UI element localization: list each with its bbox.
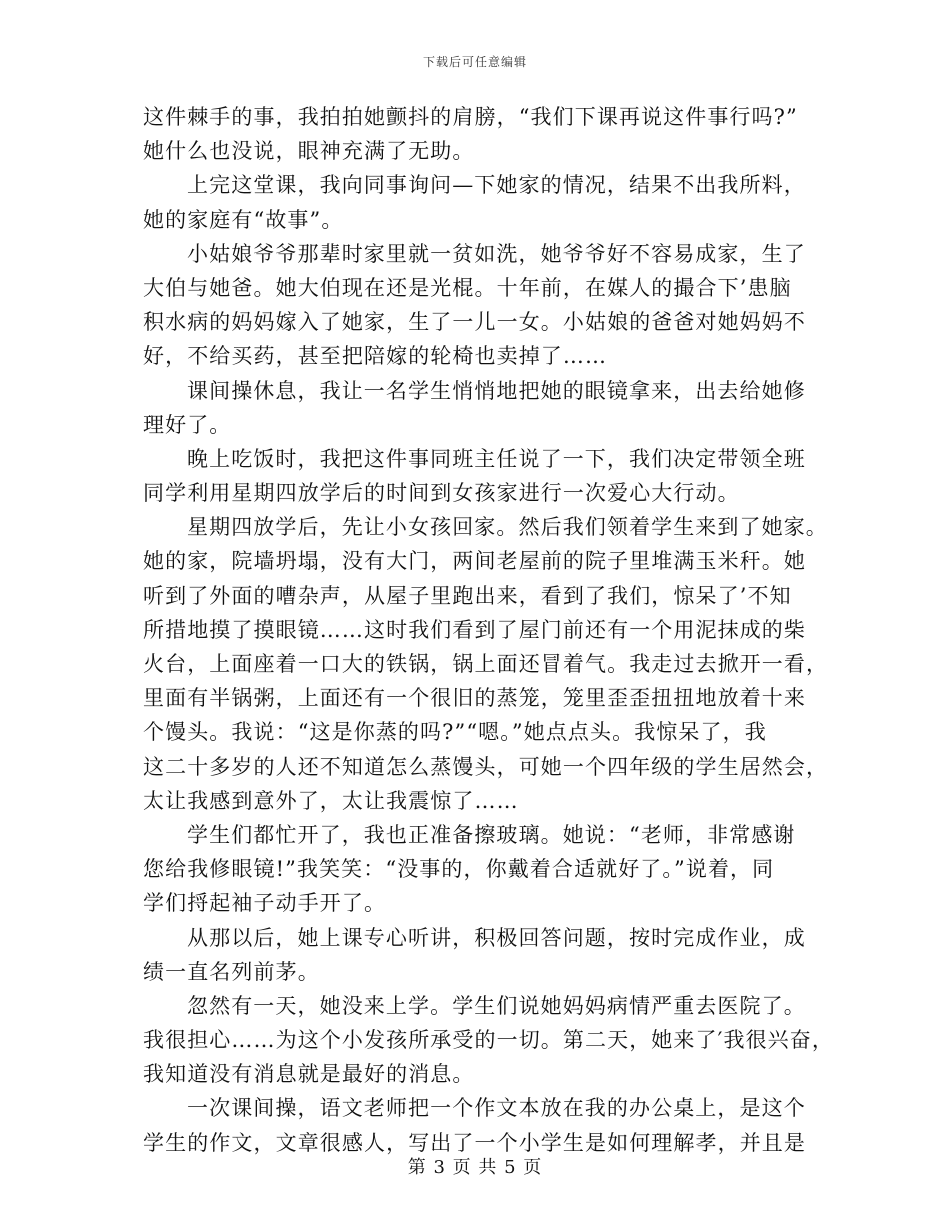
text-line: 从那以后，她上课专心听讲，积极回答问题，按时完成作业，成 <box>187 925 806 950</box>
text-line: 这件棘手的事，我拍拍她颤抖的肩膀，“我们下课再说这件事行吗?” <box>143 105 798 129</box>
text-line: 好，不给买药，甚至把陪嫁的轮椅也卖掉了…… <box>143 344 608 369</box>
text-line: 听到了外面的嘈杂声，从屋子里跑出来，看到了我们，惊呆了’不知 <box>143 583 792 608</box>
text-line: 大伯与她爸。她大伯现在还是光棍。十年前，在媒人的撮合下’患脑 <box>143 275 792 300</box>
text-line: 理好了。 <box>143 412 232 437</box>
text-line: 所措地摸了摸眼镜……这时我们看到了屋门前还有一个用泥抹成的柴 <box>143 617 806 642</box>
text-line: 小姑娘爷爷那辈时家里就一贫如洗，她爷爷好不容易成家，生了 <box>187 241 806 266</box>
text-line: 星期四放学后，先让小女孩回家。然后我们领着学生来到了她家。 <box>187 515 828 540</box>
text-line: 课间操休息，我让一名学生悄悄地把她的眼镜拿来，出去给她修 <box>187 378 806 403</box>
page-number: 第 3 页 共 5 页 <box>407 1157 543 1178</box>
text-line: 我很担心……为这个小发孩所承受的一切。第二天，她来了′我很兴奋， <box>143 1028 834 1053</box>
text-line: 积水病的妈妈嫁入了她家，生了一儿一女。小姑娘的爸爸对她妈妈不 <box>143 310 806 335</box>
text-line: 忽然有一天，她没来上学。学生们说她妈妈病情严重去医院了。 <box>187 993 806 1018</box>
text-line: 这二十多岁的人还不知道怎么蒸馒头，可她一个四年级的学生居然会， <box>143 754 829 779</box>
text-line: 她的家庭有“故事”。 <box>143 207 344 232</box>
document-body <box>143 100 834 1160</box>
text-line: 学生的作文，文章很感人，写出了一个小学生是如何理解孝，并且是 <box>143 1130 806 1155</box>
text-line: 绩一直名列前茅。 <box>143 959 320 984</box>
text-line: 她的家，院墙坍塌，没有大门，两间老屋前的院子里堆满玉米秆。她 <box>143 549 806 574</box>
text-line: 个馒头。我说：“这是你蒸的吗?”“嗯。”她点点头。我惊呆了，我 <box>143 720 767 745</box>
text-line: 您给我修眼镜!”我笑笑：“没事的，你戴着合适就好了。”说着，同 <box>143 857 775 882</box>
text-line: 上完这堂课，我向同事询问—下她家的情况，结果不出我所料， <box>187 173 806 198</box>
text-line: 火台，上面座着一口大的铁锅，锅上面还冒着气。我走过去掀开一看， <box>143 652 829 676</box>
page-header: 下载后可任意编辑 <box>422 55 527 69</box>
text-line: 学们捋起袖子动手开了。 <box>143 891 387 916</box>
text-line: 太让我感到意外了，太让我震惊了…… <box>143 788 519 813</box>
text-line: 我知道没有消息就是最好的消息。 <box>143 1062 475 1087</box>
text-line: 晚上吃饭时，我把这件事同班主任说了一下，我们决定带领全班 <box>187 446 806 471</box>
text-line: 学生们都忙开了，我也正准备擦玻璃。她说：“老师，非常感谢 <box>187 822 796 847</box>
text-line: 里面有半锅粥，上面还有一个很旧的蒸笼，笼里歪歪扭扭地放着十来 <box>143 686 806 711</box>
text-line: 一次课间操，语文老师把一个作文本放在我的办公桌上，是这个 <box>187 1096 806 1121</box>
text-line: 她什么也没说，眼神充满了无助。 <box>143 139 475 164</box>
text-line: 同学利用星期四放学后的时间到女孩家进行一次爱心大行动。 <box>143 481 740 506</box>
